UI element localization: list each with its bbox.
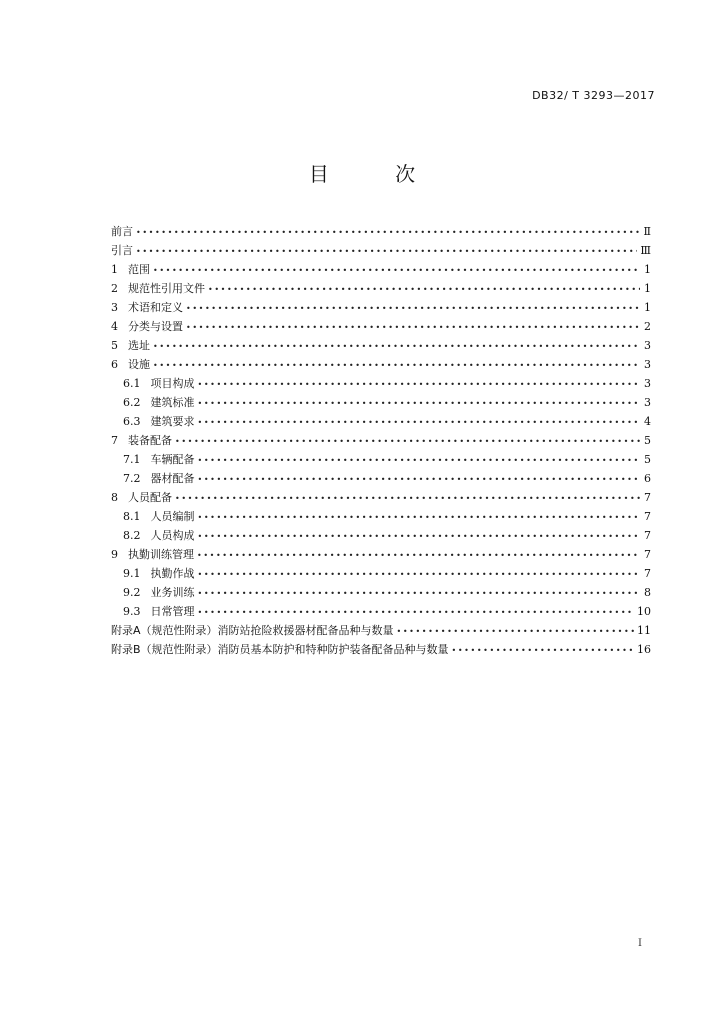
toc-leader-dots	[186, 320, 640, 334]
toc-leader-dots	[153, 339, 640, 353]
toc-entry-page: 3	[644, 339, 651, 352]
toc-entry[interactable]	[111, 524, 651, 543]
toc-entry[interactable]	[111, 258, 651, 277]
toc-leader-dots	[153, 358, 640, 372]
toc-entry[interactable]	[111, 600, 651, 619]
toc-entry-page: 7	[644, 529, 651, 542]
toc-leader-dots	[186, 301, 640, 315]
toc-entry-page: 5	[644, 434, 651, 447]
toc-entry-label: 人员编制	[150, 510, 195, 523]
toc-entry-label: 分类与设置	[128, 320, 183, 333]
toc-entry-page: 6	[644, 472, 651, 485]
toc-leader-dots	[153, 263, 640, 277]
toc-entry-label: 引言	[111, 244, 133, 257]
toc-entry-page: 5	[644, 453, 651, 466]
toc-entry-page: 10	[637, 605, 651, 618]
toc-entry-label: 建筑要求	[150, 415, 195, 428]
toc-entry-page: 8	[644, 586, 651, 599]
toc-entry[interactable]	[111, 391, 651, 410]
toc-entry-page: 11	[637, 624, 651, 637]
toc-entry-page: 2	[644, 320, 651, 333]
toc-entry[interactable]	[111, 220, 651, 239]
toc-entry-page: 1	[644, 282, 651, 295]
toc-entry-number: 7	[111, 434, 118, 447]
toc-entry-number: 5	[111, 339, 118, 352]
toc-entry-page: 7	[644, 548, 651, 561]
toc-entry-label: 日常管理	[150, 605, 195, 618]
toc-entry-number: 8	[111, 491, 118, 504]
toc-leader-dots	[208, 282, 640, 296]
toc-entry[interactable]	[111, 448, 651, 467]
table-of-contents	[111, 220, 651, 657]
toc-entry[interactable]	[111, 543, 651, 562]
toc-leader-dots	[198, 472, 641, 486]
toc-entry[interactable]	[111, 410, 651, 429]
toc-entry-number: 7.1	[123, 453, 141, 466]
toc-leader-dots	[175, 491, 640, 505]
toc-entry-page: 7	[644, 510, 651, 523]
toc-entry-number: 9.1	[123, 567, 141, 580]
toc-entry-label: 人员构成	[150, 529, 195, 542]
toc-entry-page: 4	[644, 415, 651, 428]
toc-entry[interactable]	[111, 277, 651, 296]
toc-entry-label: 人员配备	[128, 491, 172, 504]
toc-entry-label: 建筑标准	[150, 396, 195, 409]
toc-entry-number: 7.2	[123, 472, 141, 485]
toc-entry-page: 3	[644, 396, 651, 409]
toc-entry-label: 业务训练	[150, 586, 195, 599]
toc-entry-page: 7	[644, 567, 651, 580]
toc-leader-dots	[175, 434, 640, 448]
page-title: 目 次	[308, 162, 446, 186]
toc-entry-number: 6.2	[123, 396, 141, 409]
toc-entry-page: 3	[644, 358, 651, 371]
toc-entry[interactable]	[111, 619, 651, 638]
toc-entry[interactable]	[111, 353, 651, 372]
toc-entry-number: 6	[111, 358, 118, 371]
toc-entry[interactable]	[111, 296, 651, 315]
toc-entry[interactable]	[111, 562, 651, 581]
toc-entry-number: 8.2	[123, 529, 141, 542]
toc-entry-number: 9	[111, 548, 118, 561]
toc-entry-label: 设施	[128, 358, 150, 371]
toc-entry-number: 6.3	[123, 415, 141, 428]
toc-entry-label: 选址	[128, 339, 150, 352]
toc-entry[interactable]	[111, 334, 651, 353]
toc-entry-label: 项目构成	[150, 377, 195, 390]
toc-leader-dots	[198, 567, 641, 581]
standard-code: DB32/ T 3293—2017	[532, 89, 655, 102]
toc-leader-dots	[136, 225, 640, 239]
page-number: I	[638, 938, 642, 949]
toc-leader-dots	[198, 510, 641, 524]
toc-leader-dots	[197, 548, 640, 562]
toc-entry-label: 术语和定义	[128, 301, 183, 314]
toc-leader-dots	[452, 643, 634, 657]
toc-leader-dots	[397, 624, 634, 638]
toc-entry-page: 1	[644, 301, 651, 314]
toc-entry-page: Ⅱ	[643, 225, 651, 238]
toc-entry[interactable]	[111, 429, 651, 448]
toc-entry-label: 范围	[128, 263, 150, 276]
toc-entry[interactable]	[111, 581, 651, 600]
toc-entry[interactable]	[111, 372, 651, 391]
toc-entry-label: 前言	[111, 225, 133, 238]
toc-leader-dots	[198, 586, 641, 600]
toc-entry-label: 器材配备	[150, 472, 195, 485]
toc-entry-page: 3	[644, 377, 651, 390]
toc-entry-page: 1	[644, 263, 651, 276]
toc-entry[interactable]	[111, 467, 651, 486]
toc-entry-number: 6.1	[123, 377, 141, 390]
toc-leader-dots	[198, 396, 641, 410]
toc-leader-dots	[198, 377, 641, 391]
toc-leader-dots	[198, 415, 641, 429]
toc-entry-number: 3	[111, 301, 118, 314]
toc-entry[interactable]	[111, 315, 651, 334]
toc-entry-page: 16	[637, 643, 651, 656]
toc-entry-number: 9.2	[123, 586, 141, 599]
toc-entry[interactable]	[111, 505, 651, 524]
toc-entry-number: 4	[111, 320, 118, 333]
toc-entry-number: 2	[111, 282, 118, 295]
toc-entry[interactable]	[111, 486, 651, 505]
toc-entry-label: 车辆配备	[150, 453, 195, 466]
toc-entry-page: Ⅲ	[640, 244, 651, 257]
toc-entry[interactable]	[111, 638, 651, 657]
toc-entry-number: 8.1	[123, 510, 141, 523]
toc-entry-label: 装备配备	[128, 434, 172, 447]
toc-leader-dots	[198, 529, 641, 543]
toc-entry-number: 1	[111, 263, 118, 276]
toc-entry-label: 执勤训练管理	[128, 548, 194, 561]
toc-leader-dots	[198, 453, 641, 467]
toc-entry-label: 附录A（规范性附录）消防站抢险救援器材配备品种与数量	[111, 624, 394, 637]
toc-entry-label: 规范性引用文件	[128, 282, 205, 295]
toc-entry-number: 9.3	[123, 605, 141, 618]
toc-entry[interactable]	[111, 239, 651, 258]
toc-entry-page: 7	[644, 491, 651, 504]
toc-leader-dots	[136, 244, 637, 258]
toc-entry-label: 执勤作战	[150, 567, 195, 580]
toc-leader-dots	[198, 605, 635, 619]
toc-entry-label: 附录B（规范性附录）消防员基本防护和特种防护装备配备品种与数量	[111, 643, 449, 656]
